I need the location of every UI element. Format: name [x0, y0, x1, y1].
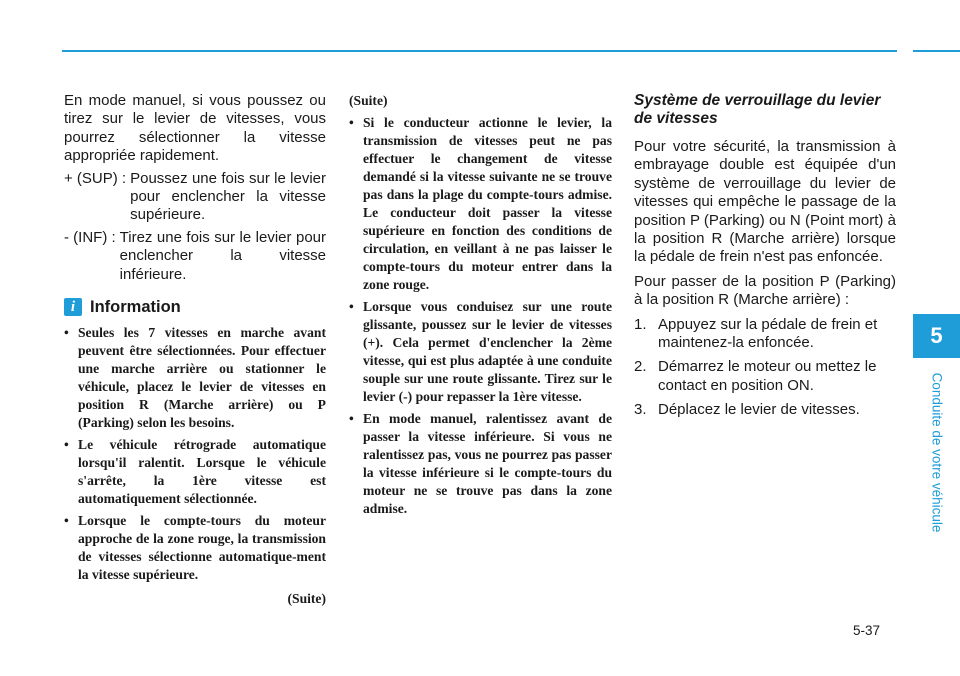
step-number: 3.: [634, 401, 647, 419]
step-item: [634, 358, 896, 395]
header-rule: [62, 50, 897, 52]
step-text: Appuyez sur la pédale de frein et maintenez-la enfoncée.: [658, 315, 878, 352]
list-item: • Le véhicule rétrograde automatique lorsqu'il ralentit. Lorsque le véhicule s'arrête, la 1ère vitesse est automatiquement sélectionnée.: [64, 436, 326, 508]
definition-inf: [64, 229, 326, 284]
information-list: [64, 324, 326, 584]
chapter-number-tab: 5: [913, 314, 960, 358]
column-right: [634, 92, 896, 426]
steps-list: [634, 316, 896, 420]
intro-paragraph: En mode manuel, si vous poussez ou tirez sur le levier de vitesses, vous pourrez sélectionner la vitesse appropriée rapidement.: [64, 92, 326, 165]
definition-text: Poussez une fois sur le levier pour enclencher la vitesse supérieure.: [130, 169, 326, 224]
definition-sup: [64, 170, 326, 225]
list-item: • Si le conducteur actionne le levier, la transmission de vitesses peut ne pas effectuer le changement de vitesse demandé si la vitesse suivante ne se trouve pas dans la plage du compte-tours admise. Le conducteur doit passer la vitesse supérieure en fonction des conditions de circulation, en veillant à ne pas laisser le compte-tours du moteur entrer dans la zone rouge.: [349, 114, 612, 294]
definition-term: + (SUP) :: [64, 169, 127, 187]
list-item: • Lorsque vous conduisez sur une route glissante, poussez sur le levier de vitesses (+). Cela permet d'enclencher la 2ème vitesse, qui est plus adaptée à une conduite souple sur une route glissante. Tirez sur le levier (-) pour repasser la 1ère vitesse.: [349, 298, 612, 406]
step-text: Démarrez le moteur ou mettez le contact en position ON.: [658, 358, 877, 394]
info-icon: i: [64, 298, 82, 316]
information-header: [64, 298, 326, 316]
step-text: Déplacez le levier de vitesses.: [658, 401, 860, 419]
list-item: • Seules les 7 vitesses en marche avant peuvent être sélectionnées. Pour effectuer une marche arrière ou stationner le véhicule, placez le levier de vitesses en position R (Marche arrière) ou P (Parking) selon les besoins.: [64, 324, 326, 432]
step-number: 2.: [634, 358, 647, 376]
step-item: [634, 316, 896, 353]
continued-label: (Suite): [349, 93, 388, 108]
definition-term: - (INF) :: [64, 228, 116, 246]
information-list-continued: [349, 114, 612, 518]
definition-text: Tirez une fois sur le levier pour enclencher la vitesse inférieure.: [119, 228, 326, 283]
step-item: [634, 401, 896, 419]
information-title: Information: [90, 298, 181, 317]
body-paragraph: Pour passer de la position P (Parking) à la position R (Marche arrière) :: [634, 272, 896, 309]
body-paragraph: Pour votre sécurité, la transmission à embrayage double est équipée d'un système de verrouillage du levier de vitesses qui empêche le passage de la position P (Parking) ou N (Point mort) à la position R (Marche arrière) lorsque la pédale de frein n'est pas enfoncée.: [634, 138, 896, 266]
page-number: 5-37: [853, 623, 881, 638]
header-rule-side: [913, 50, 960, 52]
section-heading: Système de verrouillage du levier de vitesses: [634, 92, 881, 127]
step-number: 1.: [634, 315, 647, 333]
chapter-title: Conduite de votre véhicule: [929, 372, 945, 533]
list-item: • En mode manuel, ralentissez avant de passer la vitesse inférieure. Si vous ne ralentissez pas, vous ne pourrez pas passer la vitesse inférieure si le compte-tours du moteur ne se trouve pas dans la zone admise.: [349, 410, 612, 518]
column-middle: [349, 92, 612, 522]
list-item: • Lorsque le compte-tours du moteur approche de la zone rouge, la transmission de vitesses sélectionne automatique-ment la vitesse supérieure.: [64, 512, 326, 584]
continued-label: (Suite): [287, 591, 326, 607]
column-left: [64, 92, 326, 608]
